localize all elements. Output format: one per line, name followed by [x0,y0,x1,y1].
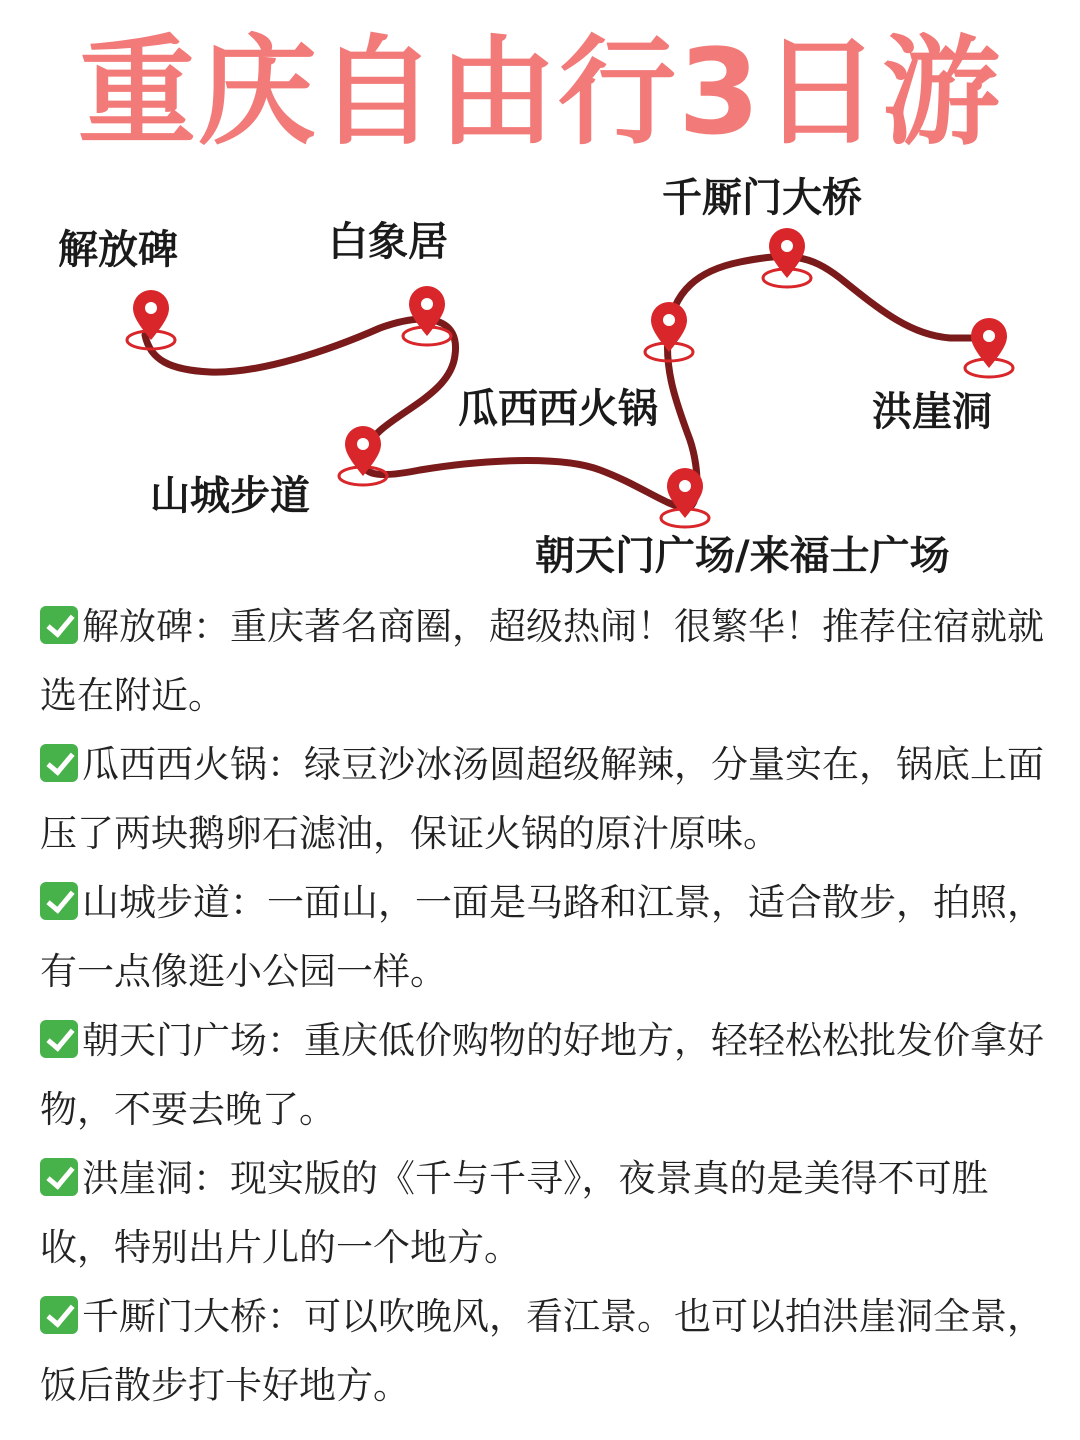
place-label-shancheng: 山城步道 [150,473,310,519]
list-item [40,592,1050,730]
list-item [40,868,1050,1006]
item-desc: ：重庆低价购物的好地方，轻轻松松批发价拿好物，不要去晚了。 [40,1019,1044,1131]
pin-qiansimen-icon [760,226,814,296]
route-line [0,160,1080,590]
checkmark-icon [40,744,78,782]
item-name: 千厮门大桥 [82,1295,267,1338]
list-item [40,1282,1050,1420]
attraction-list [40,592,1050,1420]
place-label-chaotianmen: 朝天门广场/来福士广场 [535,533,950,579]
item-desc: ：一面山，一面是马路和江景，适合散步，拍照，有一点像逛小公园一样。 [40,881,1044,993]
pin-hongyadong-icon [962,316,1016,386]
pin-jiefangbei-icon [124,288,178,358]
checkmark-icon [40,606,78,644]
item-name: 解放碑 [82,605,193,648]
place-label-qiansimen: 千厮门大桥 [662,175,862,221]
checkmark-icon [40,1020,78,1058]
item-name: 洪崖洞 [82,1157,193,1200]
pin-shancheng-icon [336,424,390,494]
list-item [40,730,1050,868]
list-item [40,1144,1050,1282]
place-label-baixiangju: 白象居 [328,219,448,265]
place-label-jiefangbei: 解放碑 [58,227,178,273]
place-label-guaxixi: 瓜西西火锅 [458,386,658,432]
item-desc: ：绿豆沙冰汤圆超级解辣，分量实在，锅底上面压了两块鹅卵石滤油，保证火锅的原汁原味。 [40,743,1044,855]
item-desc: ：可以吹晚风，看江景。也可以拍洪崖洞全景，饭后散步打卡好地方。 [40,1295,1044,1407]
checkmark-icon [40,882,78,920]
item-name: 瓜西西火锅 [82,743,267,786]
pin-guaxixi-icon [642,300,696,370]
item-desc: ：现实版的《千与千寻》，夜景真的是美得不可胜收，特别出片儿的一个地方。 [40,1157,989,1269]
item-desc: ：重庆著名商圈，超级热闹！很繁华！推荐住宿就就选在附近。 [40,605,1044,717]
place-label-hongyadong: 洪崖洞 [872,389,992,435]
list-item [40,1006,1050,1144]
item-name: 山城步道 [82,881,230,924]
checkmark-icon [40,1296,78,1334]
item-name: 朝天门广场 [82,1019,267,1062]
route-map [0,160,1080,590]
pin-baixiangju-icon [400,284,454,354]
page-title: 重庆自由行3日游 [77,23,1003,161]
checkmark-icon [40,1158,78,1196]
pin-chaotianmen-icon [658,466,712,536]
